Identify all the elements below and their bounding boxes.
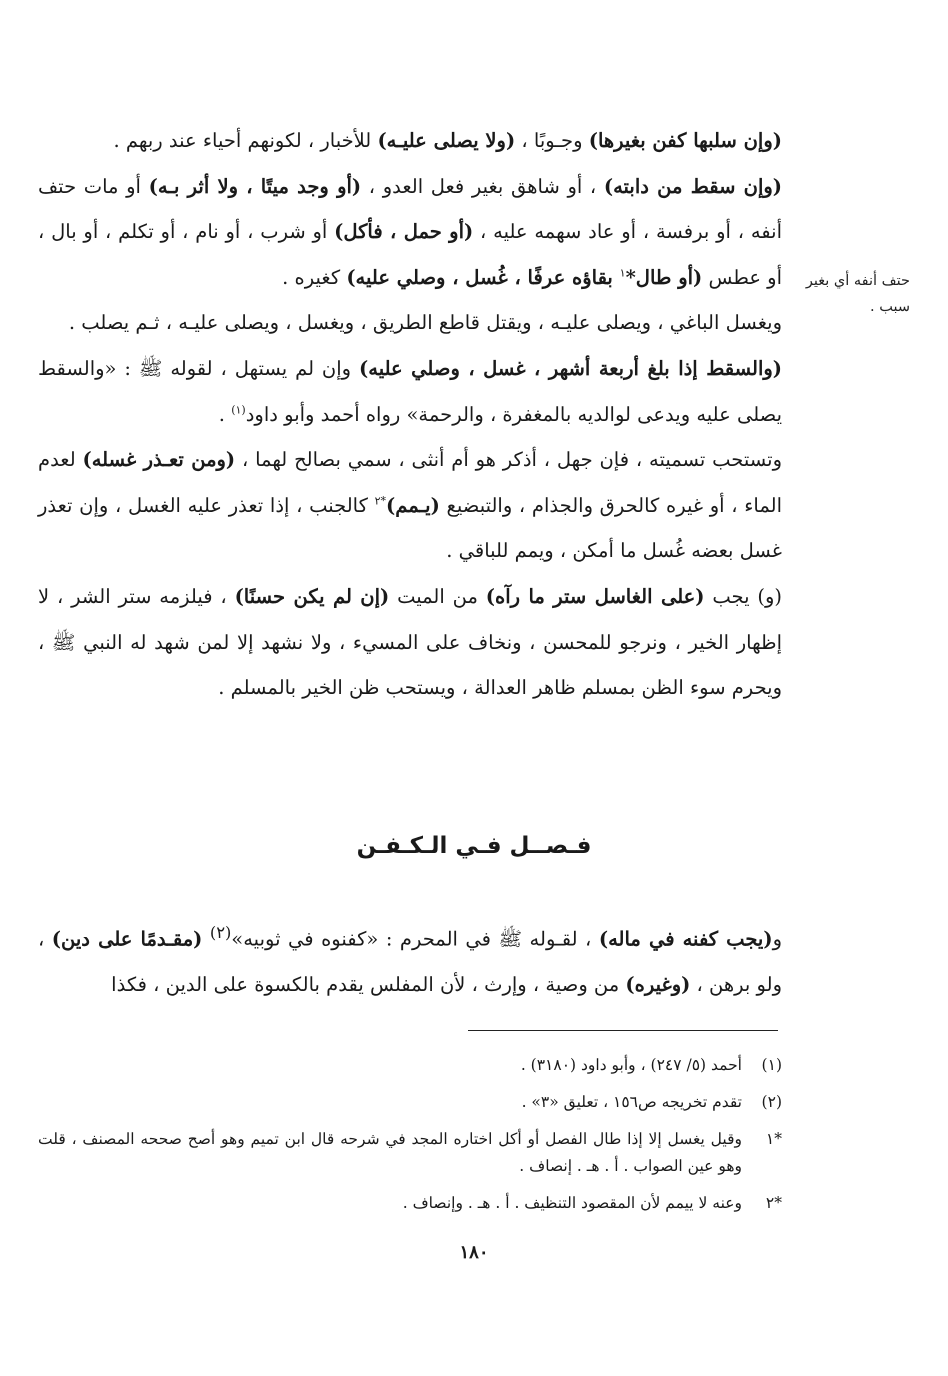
text-run: وجـوبًا ، (515, 129, 589, 152)
footnote (38, 1126, 782, 1180)
footnote-number: (٢) (761, 1093, 782, 1111)
main-text (38, 118, 782, 711)
footnote-number: *١ (765, 1130, 782, 1148)
bold-phrase: (أو طال* (625, 265, 703, 289)
text-run: من وصية ، وإرث ، لأن المفلس يقدم بالكسوة على الدين ، فكذا (111, 973, 626, 997)
bold-phrase: (وغيره) (625, 973, 691, 997)
paragraph-7 (38, 910, 782, 1008)
footnote-text: وقيل يغسل إلا إذا طال الفصل أو أكل اختاره المجد في شرحه قال ابن تميم وهو أصح صححه المصنف ، قلت وهو عين الصواب . أ . هـ . إنصاف . (38, 1130, 742, 1175)
text-run: (و) يجب (704, 584, 782, 608)
bold-phrase: (وإن سقط من دابته) (603, 174, 783, 198)
page-number: ١٨٠ (459, 1242, 489, 1263)
bold-phrase: (والسقط إذا بلغ أربعة أشهر ، غسل ، وصلي عليه) (359, 356, 783, 380)
text-run: أو شرب ، أو نام ، أو تكلم ، أو بال ، أو عطس (38, 220, 782, 289)
bold-phrase: (مقـدمًا على دين) (51, 927, 203, 951)
footnote (38, 1052, 782, 1079)
section-heading: فـصــل فـي الـكـفـن (356, 833, 592, 859)
footnote (38, 1190, 782, 1217)
bold-phrase: (يـمم) (385, 493, 440, 517)
text-run: من الميت (389, 584, 486, 608)
text-run: كالجنب ، إذا تعذر عليه الغسل ، وإن تعذر غسل بعضه غُسل ما أمكن ، ويمم للباقي . (38, 493, 782, 563)
note-marker: ١ (619, 266, 626, 280)
margin-note: حتف أنفه أي بغير سبب . (805, 273, 910, 315)
paragraph-3 (38, 300, 782, 346)
footnote (38, 1089, 782, 1116)
footnotes (38, 1052, 782, 1227)
paragraph-6 (38, 574, 782, 711)
bold-phrase: (ولا يصلى عليـه) (377, 129, 516, 152)
text-run: ، أو شاهق بغير فعل العدو ، (361, 174, 604, 198)
footnote-ref: (٢) (209, 923, 232, 942)
bold-phrase: بقاؤه عرفًا ، غُسل ، وصلي عليه) (346, 265, 620, 289)
bold-phrase: (ومن تعـذر غسله) (82, 448, 236, 472)
text-run: ، ولو برهن ، (38, 927, 782, 997)
text-run (202, 928, 210, 951)
text-run: للأخبار ، لكونهم أحياء عند ربهم . (113, 129, 378, 152)
section-text (38, 910, 782, 1008)
bold-phrase: (أو وجد ميتًا ، ولا أثر بـه) (148, 174, 362, 198)
bold-phrase: (أو حمل ، فأكل) (334, 220, 474, 244)
bold-phrase: (وإن سلبها كفن بغيرها) (588, 129, 782, 152)
note-marker: *٢ (374, 494, 386, 508)
text-run: وتستحب تسميته ، فإن جهل ، أذكر هو أم أنثى ، سمي بصالح لهما ، (235, 448, 782, 472)
text-run: و (772, 927, 782, 951)
text-run: . (218, 402, 232, 426)
paragraph-1 (38, 118, 782, 164)
footnote-number: *٢ (765, 1194, 782, 1212)
text-run: أو مات حتف أنفه ، أو برفسة ، أو عاد سهمه عليه ، (38, 174, 782, 244)
footnote-text: أحمد (٥/ ٢٤٧) ، وأبو داود (٣١٨٠) . (520, 1056, 742, 1074)
text-run: وإن لم يستهل ، لقوله ﷺ : «والسقط يصلى عليه ويدعى لوالديه بالمغفرة ، والرحمة» رواه أحمد وأبو داود (38, 356, 782, 426)
paragraph-4 (38, 346, 782, 437)
bold-phrase: (على الغاسل ستر ما رآه) (485, 584, 705, 608)
footnote-number: (١) (761, 1056, 782, 1074)
text-run: ، لقـوله ﷺ في المحرم : «كفنوه في ثوبيه» (231, 927, 599, 951)
text-run: ، فيلزمه ستر الشر ، لا إظهار الخير ، ونرجو للمحسن ، ونخاف على المسيء ، ولا نشهد إلا لمن شهد له النبي ﷺ ، ويحرم سوء الظن بمسلم ظاهر العدالة ، ويستحب ظن الخير بالمسلم . (38, 584, 782, 700)
footnote-text: وعنه لا ييمم لأن المقصود التنظيف . أ . هـ . وإنصاف . (402, 1194, 742, 1212)
text-run: لعدم الماء ، أو غيره كالحرق والجذام ، والتبضيع (38, 448, 783, 517)
paragraph-5 (38, 437, 782, 574)
footnote-divider (468, 1030, 778, 1031)
bold-phrase: (يجب كفنه في ماله) (598, 927, 773, 951)
text-run: ويغسل الباغي ، ويصلى عليـه ، ويقتل قاطع الطريق ، ويغسل ، ويصلى عليـه ، ثـم يصلب . (68, 311, 782, 335)
text-run: كغيره . (282, 265, 347, 289)
footnote-text: تقدم تخريجه ص١٥٦ ، تعليق «٣» . (521, 1093, 742, 1111)
paragraph-2 (38, 164, 782, 301)
footnote-ref: (١) (231, 403, 246, 417)
bold-phrase: (إن لم يكن حسنًا) (234, 584, 390, 608)
